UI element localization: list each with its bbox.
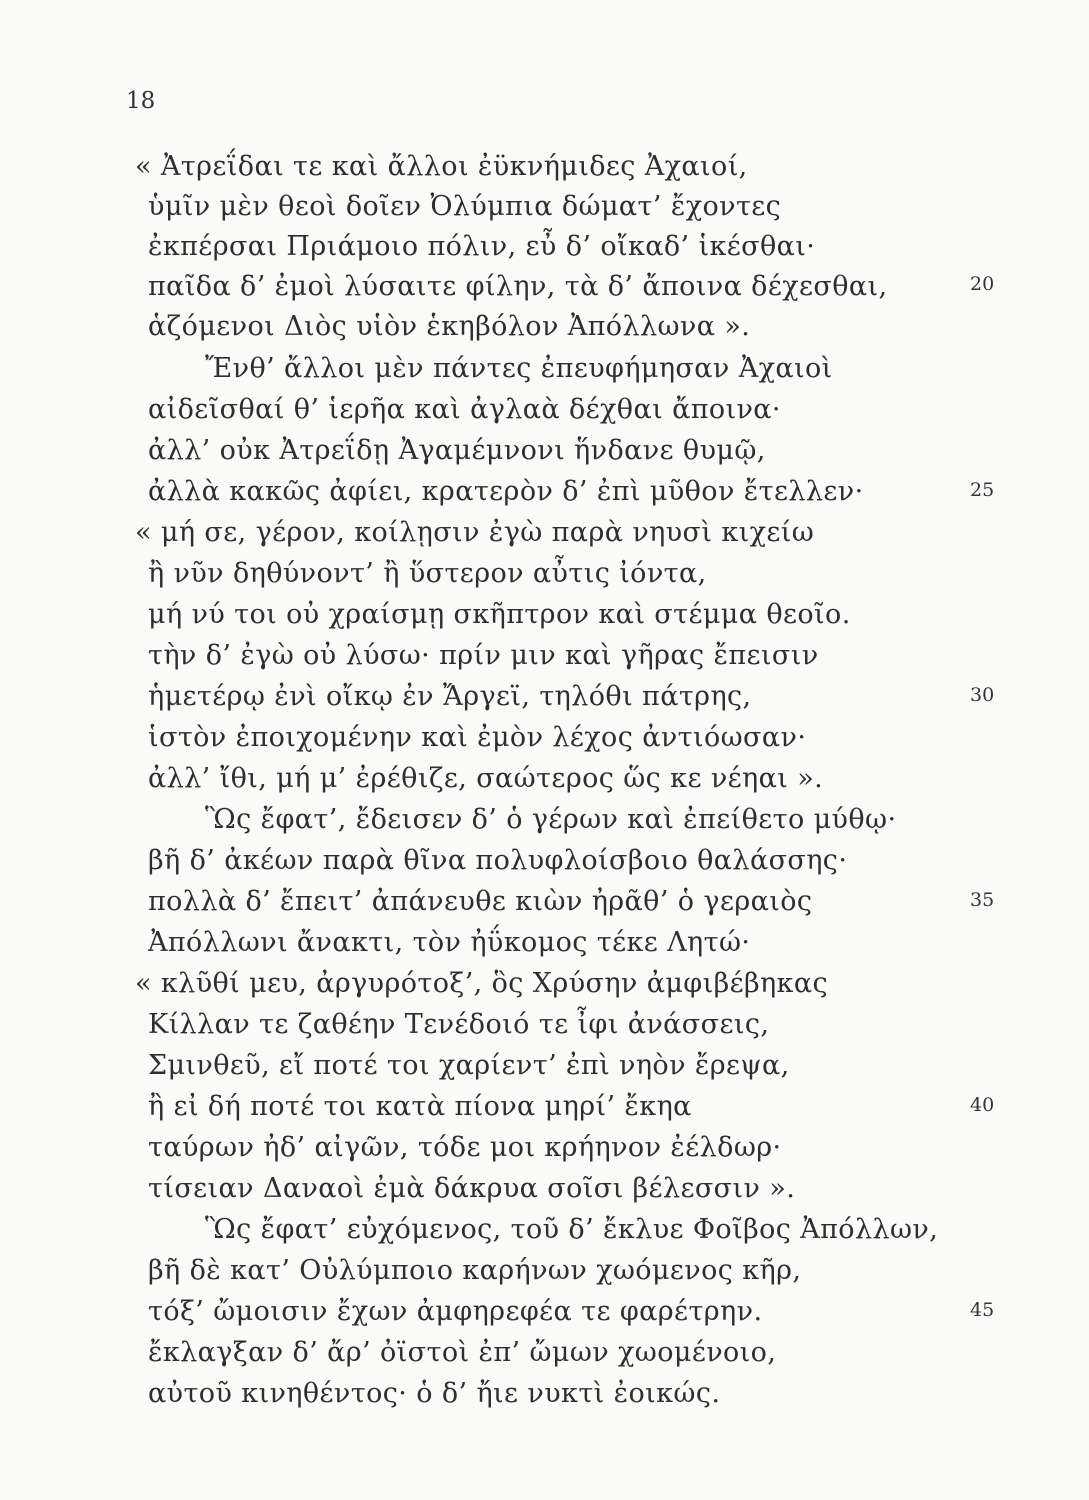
verse-line: ὑμῖν μὲν θεοὶ δοῖεν Ὀλύμπια δώματ’ ἔχοντες [148,191,782,222]
verse-line: βῆ δ’ ἀκέων παρὰ θῖνα πολυφλοίσβοιο θαλάσσης· [148,845,848,876]
verse-line: ἱστὸν ἐποιχομένην καὶ ἐμὸν λέχος ἀντιόωσαν· [148,722,807,753]
verse-line: ἢ εἰ δή ποτέ τοι κατὰ πίονα μηρί’ ἔκηα [148,1091,692,1122]
verse-line: αὐτοῦ κινηθέντος· ὁ δ’ ἤιε νυκτὶ ἐοικώς. [148,1378,721,1409]
verse-line: πολλὰ δ’ ἔπειτ’ ἀπάνευθε κιὼν ἠρᾶθ’ ὁ γεραιὸς [148,886,813,917]
verse-line: ἔκλαγξαν δ’ ἄρ’ ὀϊστοὶ ἐπ’ ὤμων χωομένοιο, [148,1337,777,1368]
verse-line: Κίλλαν τε ζαθέην Τενέδοιό τε ἶφι ἀνάσσεις, [148,1009,770,1040]
verse-line: Ὣς ἔφατ’ εὐχόμενος, τοῦ δ’ ἔκλυε Φοῖβος Ἀπόλλων, [205,1214,939,1245]
line-number: 45 [970,1299,995,1321]
line-number: 20 [970,273,995,295]
verse-line: « Ἀτρεΐδαι τε καὶ ἄλλοι ἐϋκνήμιδες Ἀχαιοί, [135,151,748,182]
verse-line: ἀλλ’ οὐκ Ἀτρεΐδῃ Ἀγαμέμνονι ἥνδανε θυμῷ, [148,435,766,466]
line-number: 35 [970,889,995,911]
line-number: 25 [970,479,995,501]
verse-line: Ἀπόλλωνι ἄνακτι, τὸν ἠΰκομος τέκε Λητώ· [148,927,751,958]
verse-line: ἢ νῦν δηθύνοντ’ ἢ ὕστερον αὖτις ἰόντα, [148,558,707,589]
verse-line: ἡμετέρῳ ἐνὶ οἴκῳ ἐν Ἄργεϊ, τηλόθι πάτρης, [148,681,752,712]
verse-line: βῆ δὲ κατ’ Οὐλύμποιο καρήνων χωόμενος κῆρ, [148,1255,802,1286]
verse-line: ταύρων ἠδ’ αἰγῶν, τόδε μοι κρήηνον ἐέλδωρ· [148,1132,782,1163]
verse-line: ἐκπέρσαι Πριάμοιο πόλιν, εὖ δ’ οἴκαδ’ ἱκέσθαι· [148,231,816,262]
verse-line: ἁζόμενοι Διὸς υἱὸν ἑκηβόλον Ἀπόλλωνα ». [148,311,751,342]
verse-line: τόξ’ ὤμοισιν ἔχων ἀμφηρεφέα τε φαρέτρην. [148,1296,763,1327]
verse-line: Ἔνθ’ ἄλλοι μὲν πάντες ἐπευφήμησαν Ἀχαιοὶ [205,353,833,384]
verse-line: Ὣς ἔφατ’, ἔδεισεν δ’ ὁ γέρων καὶ ἐπείθετο μύθῳ· [205,804,897,835]
line-number: 40 [970,1094,995,1116]
line-number: 30 [970,684,995,706]
page-number: 18 [126,88,156,114]
verse-line: « κλῦθί μευ, ἀργυρότοξ’, ὃς Χρύσην ἀμφιβέβηκας [135,968,828,999]
verse-line: ἀλλὰ κακῶς ἀφίει, κρατερὸν δ’ ἐπὶ μῦθον ἔτελλεν· [148,476,864,507]
verse-line: αἰδεῖσθαί θ’ ἱερῆα καὶ ἀγλαὰ δέχθαι ἄποινα· [148,394,781,425]
verse-line: μή νύ τοι οὐ χραίσμῃ σκῆπτρον καὶ στέμμα θεοῖο. [148,599,851,630]
verse-line: Σμινθεῦ, εἴ ποτέ τοι χαρίεντ’ ἐπὶ νηὸν ἔρεψα, [148,1050,790,1081]
verse-line: παῖδα δ’ ἐμοὶ λύσαιτε φίλην, τὰ δ’ ἄποινα δέχεσθαι, [148,271,888,302]
verse-line: ἀλλ’ ἴθι, μή μ’ ἐρέθιζε, σαώτερος ὥς κε νέηαι ». [148,763,824,794]
verse-line: τὴν δ’ ἐγὼ οὐ λύσω· πρίν μιν καὶ γῆρας ἔπεισιν [148,640,819,671]
verse-line: τίσειαν Δαναοὶ ἐμὰ δάκρυα σοῖσι βέλεσσιν ». [148,1173,796,1204]
verse-line: « μή σε, γέρον, κοίλῃσιν ἐγὼ παρὰ νηυσὶ κιχείω [135,517,815,548]
